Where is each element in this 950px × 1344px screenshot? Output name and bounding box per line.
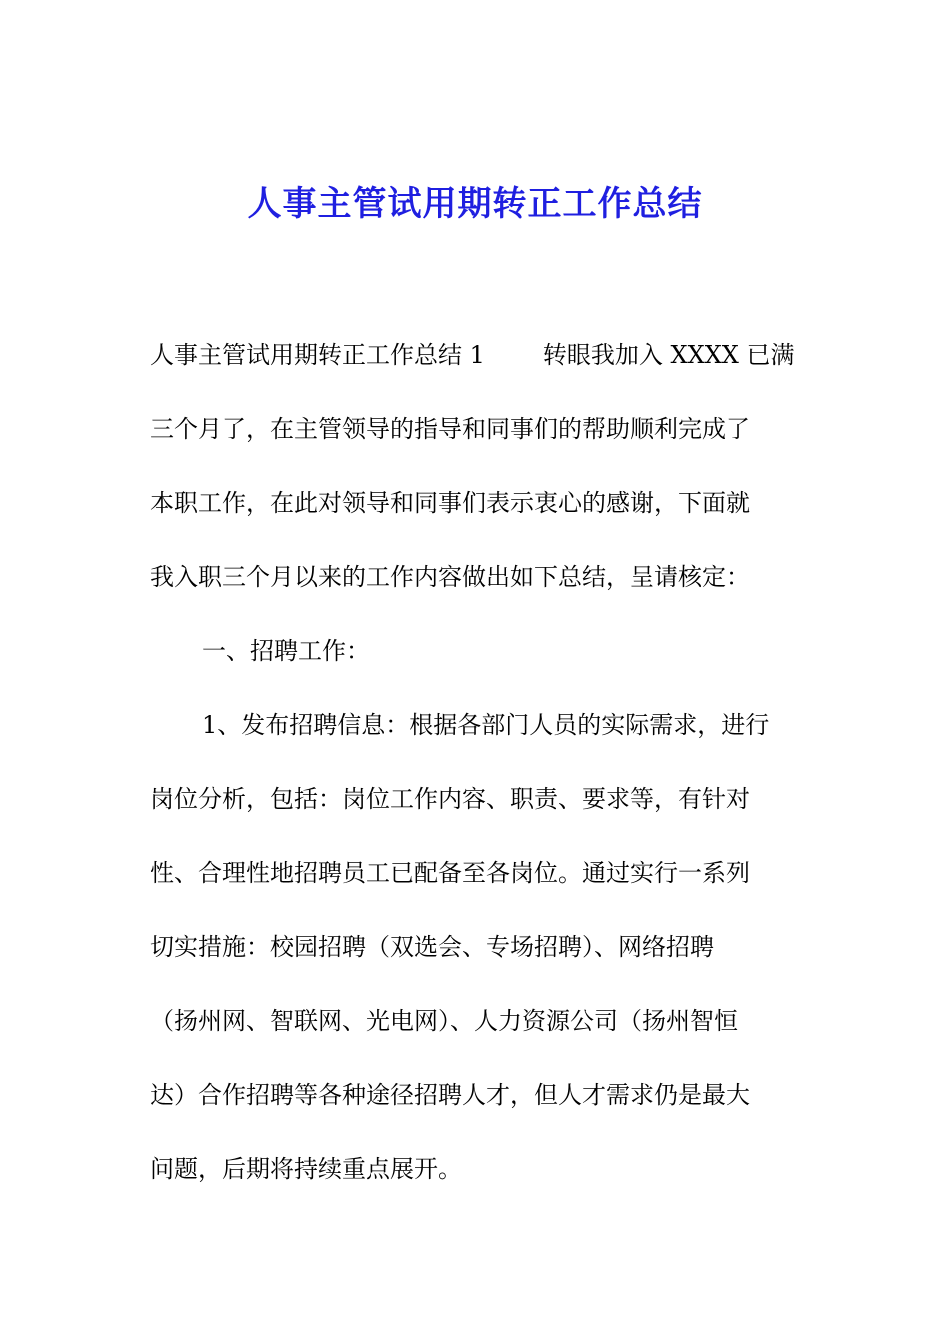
paragraph-line: 性、合理性地招聘员工已配备至各岗位。通过实行一系列 (150, 859, 750, 887)
section-heading: 一、招聘工作： (202, 637, 370, 665)
paragraph-line: 三个月了，在主管领导的指导和同事们的帮助顺利完成了 (150, 415, 750, 443)
line-text: 转眼我加入 XXXX 已满 (542, 341, 795, 369)
paragraph-line: （扬州网、智联网、光电网）、人力资源公司（扬州智恒 (150, 1007, 738, 1035)
document-body (150, 318, 805, 1206)
paragraph-line: 达）合作招聘等各种途径招聘人才，但人才需求仍是最大 (150, 1081, 750, 1109)
paragraph-line (150, 318, 805, 392)
paragraph-line: 本职工作，在此对领导和同事们表示衷心的感谢，下面就 (150, 489, 750, 517)
line-text: 人事主管试用期转正工作总结 1 (150, 341, 485, 369)
paragraph-line: 我入职三个月以来的工作内容做出如下总结，呈请核定： (150, 563, 750, 591)
paragraph-line: 切实措施：校园招聘（双选会、专场招聘）、网络招聘 (150, 933, 714, 961)
document-title: 人事主管试用期转正工作总结 (247, 184, 703, 224)
paragraph-line: 岗位分析，包括：岗位工作内容、职责、要求等，有针对 (150, 785, 750, 813)
paragraph-line: 1、发布招聘信息：根据各部门人员的实际需求，进行 (202, 711, 770, 739)
paragraph-line: 问题，后期将持续重点展开。 (150, 1155, 462, 1183)
